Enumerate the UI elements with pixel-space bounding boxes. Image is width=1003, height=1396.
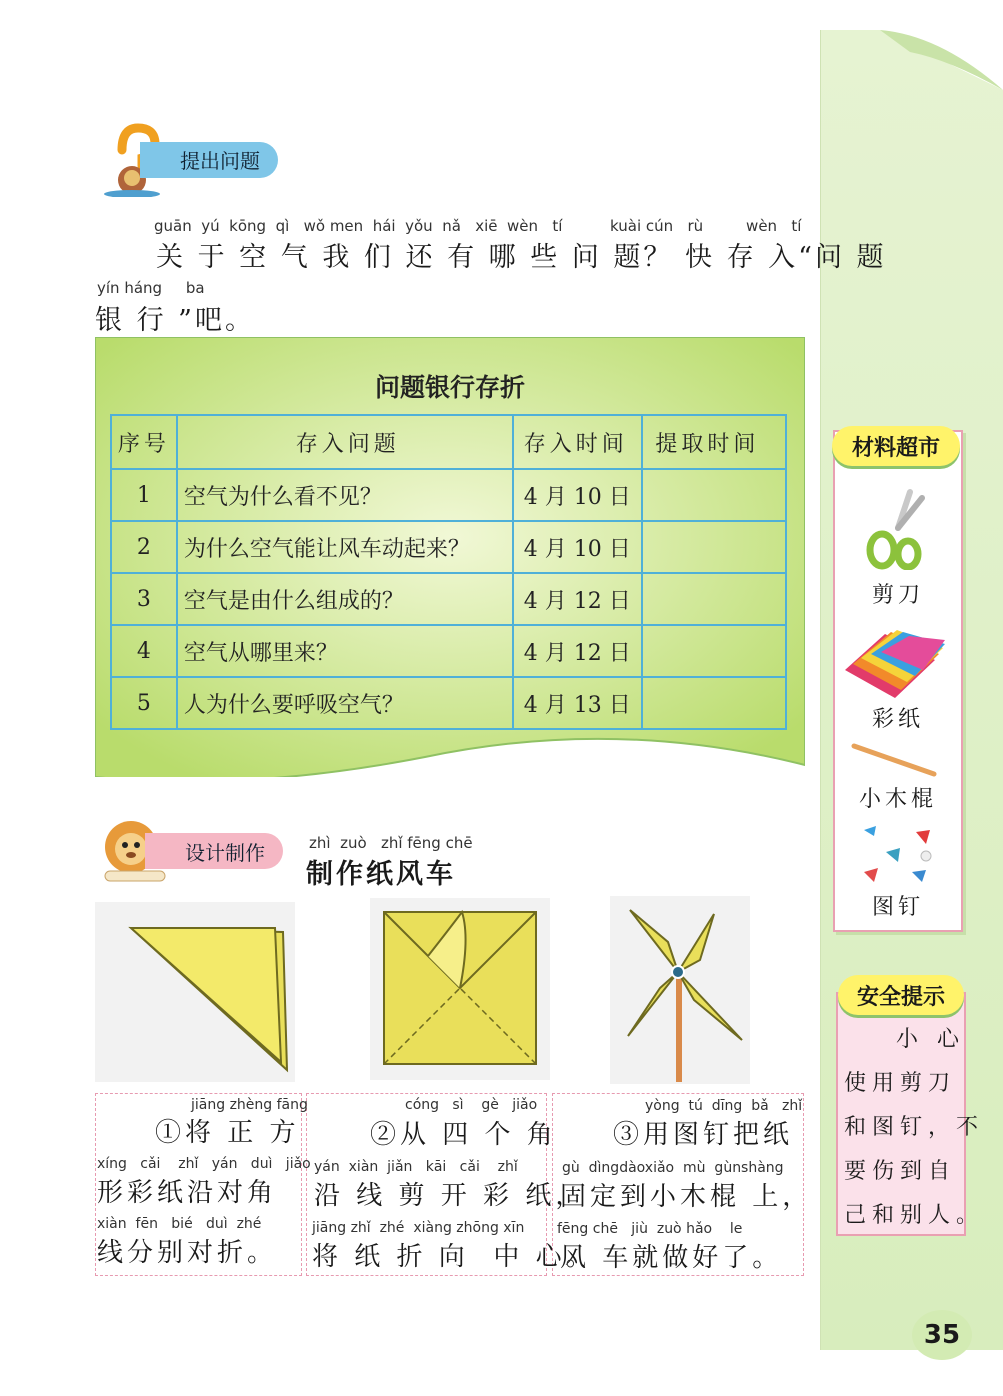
step-1-pinyin-1: jiāng zhèng fāng [191, 1097, 308, 1113]
table-row [111, 573, 786, 625]
row-question: 为什么空气能让风车动起来？ [177, 521, 513, 573]
row-withdraw-time [642, 625, 786, 677]
safety-line-3: 和图钉，不 [844, 1115, 985, 1140]
row-deposit-time: 4 月 12 日 [513, 573, 643, 625]
material-scissors: 剪刀 [871, 583, 924, 608]
header-deposit-time: 存入时间 [513, 415, 643, 469]
section2-title-pinyin: zhì zuò zhǐ fēng chē [309, 834, 473, 852]
row-number: 4 [111, 625, 177, 677]
row-deposit-time: 4 月 13 日 [513, 677, 643, 729]
question-bank-table [110, 414, 787, 730]
page-number: 35 [912, 1310, 972, 1360]
section2-title: 制作纸风车 [306, 859, 456, 890]
design-make-label: 设计制作 [145, 833, 283, 869]
safety-line-1: 小 心 [896, 1027, 965, 1052]
ask-question-badge [100, 122, 278, 197]
row-number: 2 [111, 521, 177, 573]
row-question: 空气为什么看不见？ [177, 469, 513, 521]
step-3-pinyin-3: fēng chē jiù zuò hǎo le [557, 1221, 743, 1237]
intro-text-2: 银 行 ”吧。 [95, 305, 255, 336]
folded-triangle-image [95, 902, 295, 1082]
row-withdraw-time [642, 469, 786, 521]
row-deposit-time: 4 月 12 日 [513, 625, 643, 677]
step-1-pinyin-2: xíng cǎi zhǐ yán duì jiǎo [97, 1156, 311, 1172]
scissors-icon [860, 488, 930, 570]
table-row [111, 625, 786, 677]
header-number: 序号 [111, 415, 177, 469]
intro-text-1: 关 于 空 气 我 们 还 有 哪 些 问 题？ 快 存 入“问 题 [156, 242, 887, 273]
step-2-text-3: 将 纸 折 向 中 心。 [312, 1242, 596, 1272]
step-3-text-2: 固定到小木棍 上， [560, 1182, 813, 1212]
color-paper-icon [845, 630, 947, 702]
step-3-text-1: ③用图钉把纸 [613, 1120, 794, 1150]
header-withdraw-time: 提取时间 [642, 415, 786, 469]
row-withdraw-time [642, 573, 786, 625]
step-2-pinyin-2: yán xiàn jiǎn kāi cǎi zhǐ [314, 1159, 518, 1175]
row-question: 空气是由什么组成的？ [177, 573, 513, 625]
cut-square-image [370, 898, 550, 1080]
row-number: 3 [111, 573, 177, 625]
material-thumbtack: 图钉 [871, 895, 924, 920]
materials-tag: 材料超市 [832, 426, 960, 466]
header-question: 存入问题 [177, 415, 513, 469]
step-2-pinyin-3: jiāng zhǐ zhé xiàng zhōng xīn [312, 1220, 525, 1236]
step-1-pinyin-3: xiàn fēn bié duì zhé [97, 1216, 262, 1232]
design-make-badge [95, 815, 283, 887]
row-number: 5 [111, 677, 177, 729]
bankbook-title: 问题银行存折 [374, 373, 525, 402]
step-3-text-3: 风 车就做好了。 [560, 1243, 783, 1273]
table-header-row [111, 415, 786, 469]
step-3-pinyin-1: yòng tú dīng bǎ zhǐ [645, 1098, 803, 1114]
step-1-text-1: ①将 正 方 [155, 1118, 300, 1148]
wooden-stick-icon [850, 742, 938, 778]
step-2-pinyin-1: cóng sì gè jiǎo [405, 1097, 538, 1113]
safety-line-4: 要伤到自 [844, 1159, 957, 1184]
safety-tag: 安全提示 [838, 975, 964, 1015]
intro-pinyin-1: guān yú kōng qì wǒ men hái yǒu nǎ xiē wèn tí kuài cún rù wèn tí [154, 217, 802, 235]
table-row [111, 521, 786, 573]
safety-line-2: 使用剪刀 [844, 1071, 957, 1096]
row-question: 空气从哪里来？ [177, 625, 513, 677]
row-deposit-time: 4 月 10 日 [513, 521, 643, 573]
table-row [111, 677, 786, 729]
step-2-text-1: ②从 四 个 角 [370, 1120, 557, 1150]
safety-line-5: 己和别人。 [844, 1203, 985, 1228]
thumbtack-icon [860, 822, 934, 886]
row-withdraw-time [642, 677, 786, 729]
row-deposit-time: 4 月 10 日 [513, 469, 643, 521]
table-row [111, 469, 786, 521]
pinwheel-image [610, 896, 750, 1084]
row-withdraw-time [642, 521, 786, 573]
material-color-paper: 彩纸 [871, 707, 924, 732]
step-1-text-3: 线分别对折。 [97, 1238, 278, 1268]
page-curl-icon [880, 30, 1003, 90]
step-2-text-2: 沿 线 剪 开 彩 纸， [314, 1181, 586, 1211]
row-question: 人为什么要呼吸空气？ [177, 677, 513, 729]
row-number: 1 [111, 469, 177, 521]
step-3-pinyin-2: gù dìngdàoxiǎo mù gùnshàng [562, 1160, 784, 1176]
material-wooden-stick: 小木棍 [858, 787, 937, 812]
ask-question-label: 提出问题 [140, 142, 278, 178]
step-1-text-2: 形彩纸沿对角 [97, 1178, 278, 1208]
intro-pinyin-2: yín háng ba [97, 279, 205, 297]
